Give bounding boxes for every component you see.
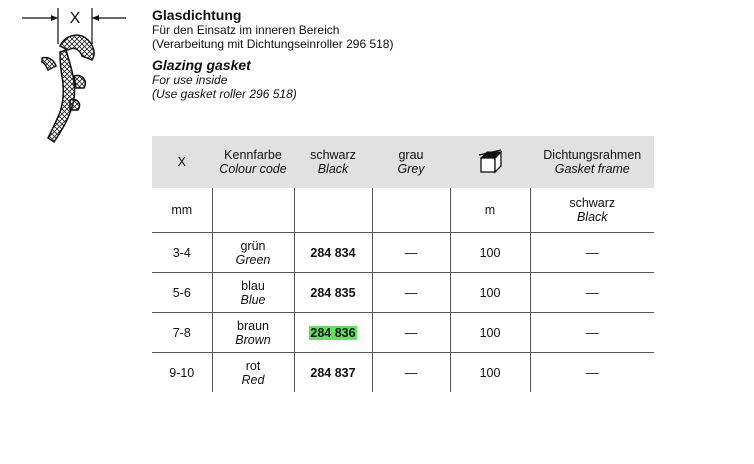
unit-empty-2 bbox=[294, 188, 372, 233]
table-row: 5-6 blau Blue 284 835 — 100 — bbox=[152, 273, 654, 313]
spec-table bbox=[152, 136, 654, 392]
article-number[interactable]: 284 837 bbox=[294, 353, 372, 393]
unit-frame: schwarz Black bbox=[530, 188, 654, 233]
description-german-2: (Verarbeitung mit Dichtungseinroller 296 518) bbox=[152, 37, 394, 51]
unit-m: m bbox=[450, 188, 530, 233]
article-number[interactable]: 284 835 bbox=[294, 273, 372, 313]
arrow-left-icon bbox=[92, 15, 99, 21]
title-german: Glasdichtung bbox=[152, 7, 242, 23]
description-english-2: (Use gasket roller 296 518) bbox=[152, 87, 297, 101]
header-package bbox=[450, 136, 530, 188]
description-english-1: For use inside bbox=[152, 73, 228, 87]
header-colour-code: Kennfarbe Colour code bbox=[212, 136, 294, 188]
article-number-highlighted[interactable] bbox=[294, 313, 372, 353]
table-row: 7-8 braun Brown 284 836 — 100 — bbox=[152, 313, 654, 353]
table-row: 3-4 grün Green 284 834 — 100 — bbox=[152, 233, 654, 273]
header-black: schwarz Black bbox=[294, 136, 372, 188]
table-header-row bbox=[152, 136, 654, 188]
highlight-mark: 284 836 bbox=[310, 325, 356, 340]
title-english: Glazing gasket bbox=[152, 57, 251, 73]
product-header bbox=[152, 7, 393, 101]
table-row: 9-10 rot Red 284 837 — 100 — bbox=[152, 353, 654, 393]
description-german-1: Für den Einsatz im inneren Bereich bbox=[152, 23, 340, 37]
gasket-profile-diagram bbox=[22, 4, 132, 154]
header-x: X bbox=[152, 136, 212, 188]
gasket-cross-section bbox=[42, 35, 94, 142]
unit-empty-3 bbox=[372, 188, 450, 233]
box-icon bbox=[475, 146, 505, 176]
header-gasket-frame: Dichtungsrahmen Gasket frame bbox=[530, 136, 654, 188]
arrow-right-icon bbox=[51, 15, 58, 21]
article-number[interactable]: 284 834 bbox=[294, 233, 372, 273]
unit-empty-1 bbox=[212, 188, 294, 233]
units-row bbox=[152, 188, 654, 233]
dimension-label: X bbox=[69, 10, 81, 27]
header-grey: grau Grey bbox=[372, 136, 450, 188]
unit-mm: mm bbox=[152, 188, 212, 233]
